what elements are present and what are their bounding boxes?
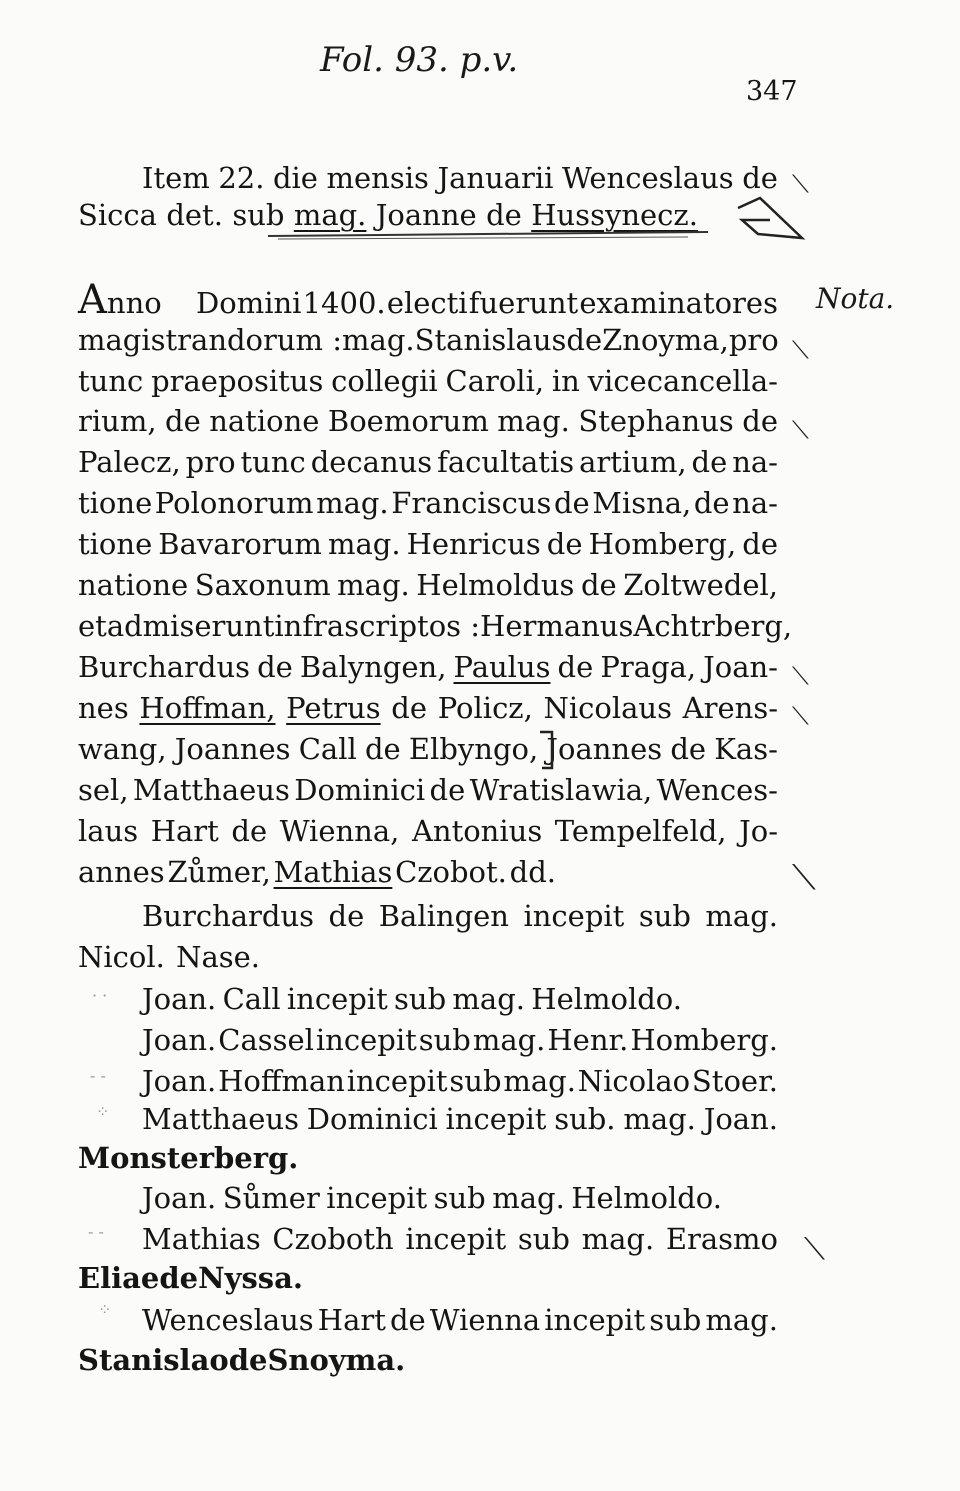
word: Caroli, <box>445 364 545 398</box>
word: Znoyma, <box>602 323 729 357</box>
hand-drawn-pointer-icon <box>730 190 810 250</box>
word: de <box>566 323 603 357</box>
margin-tick-mark: ⟍ <box>804 1232 825 1267</box>
text-line <box>78 649 778 685</box>
text-line <box>78 526 778 562</box>
word: Nyssa. <box>198 1261 304 1295</box>
margin-tick-mark: ⟍ <box>792 170 809 198</box>
word: det. <box>166 198 223 232</box>
word: de <box>557 650 594 684</box>
word: Achtrberg, <box>633 609 793 643</box>
word: sub <box>433 1181 486 1215</box>
word: Eliae <box>78 1261 160 1295</box>
word: de <box>693 486 730 520</box>
word: Matthaeus <box>132 773 290 807</box>
text-line <box>142 1022 778 1058</box>
word: Monsterberg. <box>78 1141 299 1175</box>
word: Hart <box>150 814 219 848</box>
word: mag. <box>342 323 415 357</box>
word: de <box>364 732 401 766</box>
word: collegii <box>331 364 438 398</box>
word: Joan. <box>142 982 217 1016</box>
word: artium, <box>579 445 687 479</box>
text-line <box>78 1342 406 1378</box>
word: Kas- <box>714 732 778 766</box>
word: Wienna <box>429 1303 541 1337</box>
word: wang, <box>78 732 167 766</box>
word: Burchardus <box>142 899 315 933</box>
word: sel, <box>78 773 129 807</box>
bracket-mark <box>536 728 556 772</box>
word: de <box>486 198 522 232</box>
word: rium, <box>78 404 157 438</box>
word: Jo- <box>739 814 778 848</box>
text-line <box>142 160 778 196</box>
handwritten-folio-note: Fol. 93. p.v. <box>320 40 519 80</box>
word: Hoffman <box>218 1064 345 1098</box>
word: de <box>742 161 778 195</box>
word: de <box>228 1343 268 1377</box>
word: na- <box>732 486 778 520</box>
word: de <box>257 650 293 684</box>
text-line <box>78 322 778 358</box>
word: nes <box>78 691 129 725</box>
word: pro <box>185 445 236 479</box>
word: sub <box>638 899 691 933</box>
word: Hoffman, <box>139 691 276 725</box>
word: fuerunt <box>468 286 579 320</box>
word: mag. <box>452 982 525 1016</box>
word: Call <box>298 732 357 766</box>
word: Petrus <box>286 691 381 725</box>
paper-speck: - - <box>90 1066 106 1085</box>
word: Palecz, <box>78 445 181 479</box>
text-line <box>142 1101 778 1137</box>
word: infra <box>274 609 345 643</box>
word: mag. <box>293 198 367 232</box>
word: pro <box>728 323 779 357</box>
word: incepit <box>315 1023 417 1057</box>
word: sub <box>449 1064 502 1098</box>
word: Arens- <box>682 691 778 725</box>
margin-tick-mark: ⟍ <box>792 858 816 898</box>
margin-tick-mark: ⟍ <box>792 416 809 444</box>
word: Franciscus <box>391 486 552 520</box>
word: decanus <box>310 445 433 479</box>
text-line <box>78 608 793 644</box>
word: natione <box>78 568 189 602</box>
word: Joan. <box>142 1181 217 1215</box>
text-line <box>142 1180 722 1216</box>
text-line <box>78 363 778 399</box>
word: de <box>742 404 778 438</box>
paper-speck: ⁘ <box>96 1102 110 1121</box>
word: mag. <box>492 1181 565 1215</box>
word: Policz, <box>437 691 533 725</box>
word: Domini <box>196 286 302 320</box>
word: tunc <box>78 364 144 398</box>
text-line <box>78 772 778 808</box>
word: Joannes <box>546 732 663 766</box>
word: Wenceslaus <box>561 161 734 195</box>
word: mensis <box>326 161 429 195</box>
word: de <box>546 527 583 561</box>
word: examinatores <box>579 286 778 320</box>
word: mag. <box>316 486 389 520</box>
word: incepit <box>326 1181 428 1215</box>
word: die <box>272 161 318 195</box>
word: de <box>742 527 778 561</box>
word: Sůmer <box>222 1181 320 1215</box>
drop-capital: Anno <box>78 277 162 323</box>
word: Januarii <box>437 161 554 195</box>
paper-speck: ⁘ <box>98 1300 112 1319</box>
word: Tempelfeld, <box>554 814 727 848</box>
word: incepit <box>544 1303 646 1337</box>
word: Nicolaus <box>543 691 672 725</box>
word: Nase. <box>176 940 260 974</box>
word: sub <box>418 1023 471 1057</box>
word: Wratislawia, <box>469 773 653 807</box>
word: Stanislaus <box>414 323 567 357</box>
text-line <box>78 939 260 975</box>
word: laus <box>78 814 139 848</box>
word: Cassel <box>218 1023 314 1057</box>
word: Stoer. <box>691 1064 778 1098</box>
word: Helmoldo. <box>571 1181 722 1215</box>
margin-tick-mark: ⟍ <box>792 702 809 730</box>
word: de <box>691 445 728 479</box>
word: tunc <box>240 445 306 479</box>
word: Zůmer, <box>167 855 271 889</box>
word: incepit <box>445 1102 547 1136</box>
word: mag. <box>337 568 410 602</box>
word: 22. <box>218 161 265 195</box>
word: Misna, <box>592 486 692 520</box>
word: dd. <box>509 855 556 889</box>
word: electi <box>386 286 468 320</box>
word: Henricus <box>406 527 541 561</box>
word: Boemorum <box>327 404 489 438</box>
word: Stephanus <box>578 404 734 438</box>
text-line <box>142 1302 778 1338</box>
text-line <box>142 1063 778 1099</box>
word: tione <box>78 486 153 520</box>
word: Joannes <box>174 732 291 766</box>
word: de <box>159 1261 199 1295</box>
word: magistrandorum : <box>78 323 343 357</box>
word: mag. <box>705 899 778 933</box>
word: Elbyngo, <box>408 732 539 766</box>
word: Homberg. <box>630 1023 778 1057</box>
word: mag. <box>328 527 401 561</box>
word: sub <box>517 1222 570 1256</box>
word: mag. <box>503 1064 576 1098</box>
word: tione <box>78 527 153 561</box>
word: Helmoldus <box>416 568 575 602</box>
word: Nicolao <box>577 1064 691 1098</box>
paper-speck: - - <box>88 1222 104 1241</box>
word: de <box>165 404 201 438</box>
word: incepit <box>286 982 388 1016</box>
word: na- <box>732 445 778 479</box>
word: Henr. <box>547 1023 629 1057</box>
word: Wences- <box>656 773 778 807</box>
word: Joan- <box>703 650 778 684</box>
word: Mathias <box>142 1222 261 1256</box>
word: de <box>553 486 590 520</box>
text-line <box>78 277 778 323</box>
word: in <box>551 364 580 398</box>
word: Hussynecz. <box>531 198 698 232</box>
word: mag. <box>623 1102 696 1136</box>
underline-rule <box>268 228 708 242</box>
text-line <box>142 898 778 934</box>
word: sub. <box>554 1102 616 1136</box>
word: sub <box>649 1303 702 1337</box>
word: Helmoldo. <box>531 982 682 1016</box>
word: Bavarorum <box>158 527 322 561</box>
word: natione <box>209 404 320 438</box>
word: praepositus <box>151 364 324 398</box>
text-line <box>142 1221 778 1257</box>
text-line <box>78 444 778 480</box>
word: scriptos : <box>344 609 481 643</box>
text-line <box>78 854 556 890</box>
word: de <box>389 1303 426 1337</box>
word: Hermanus <box>480 609 634 643</box>
word: de <box>391 691 428 725</box>
word: Erasmo <box>665 1222 778 1256</box>
word: Sicca <box>78 198 157 232</box>
word: mag. <box>472 1023 546 1057</box>
word: Matthaeus <box>142 1102 299 1136</box>
word: mag. <box>497 404 570 438</box>
word: Item <box>142 161 210 195</box>
word: Joan. <box>142 1023 217 1057</box>
text-line <box>78 731 778 767</box>
word: Snoyma. <box>267 1343 406 1377</box>
paper-speck: · · <box>92 986 108 1005</box>
text-line <box>78 1260 302 1296</box>
word: Call <box>222 982 281 1016</box>
word: Homberg, <box>588 527 737 561</box>
word: incepit <box>346 1064 448 1098</box>
word: Wienna, <box>279 814 400 848</box>
word: Joan. <box>142 1064 217 1098</box>
word: de <box>429 773 466 807</box>
word: de <box>670 732 707 766</box>
word: annes <box>78 855 165 889</box>
word: Czoboth <box>272 1222 394 1256</box>
text-line <box>78 690 778 726</box>
word: Dominici <box>294 773 426 807</box>
word: incepit <box>523 899 625 933</box>
text-line <box>78 485 778 521</box>
word: mag. <box>581 1222 655 1256</box>
margin-note-nota: Nota. <box>816 282 895 315</box>
margin-tick-mark: ⟍ <box>792 336 809 364</box>
word: Joan. <box>703 1102 778 1136</box>
word: Hart <box>317 1303 386 1337</box>
word: sub <box>232 198 285 232</box>
word: incepit <box>405 1222 507 1256</box>
word: admiserunt <box>106 609 275 643</box>
word: Joanne <box>375 198 477 232</box>
word: sub <box>394 982 447 1016</box>
text-line <box>78 813 778 849</box>
word: Dominici <box>306 1102 438 1136</box>
word: Mathias <box>273 855 393 889</box>
word: Praga, <box>600 650 697 684</box>
word: 1400. <box>302 286 386 320</box>
word: et <box>78 609 107 643</box>
word: mag. <box>705 1303 778 1337</box>
page-number: 347 <box>746 76 798 107</box>
word: Wenceslaus <box>142 1303 314 1337</box>
word: Nicol. <box>78 940 165 974</box>
word: Burchardus <box>78 650 251 684</box>
word: Balyngen, <box>299 650 447 684</box>
word: facultatis <box>437 445 575 479</box>
word: Antonius <box>411 814 543 848</box>
word: Stanislao <box>78 1343 229 1377</box>
word: Polonorum <box>154 486 314 520</box>
word: Paulus <box>453 650 551 684</box>
word: Balingen <box>378 899 509 933</box>
text-line <box>78 567 778 603</box>
text-line <box>78 403 778 439</box>
word: Zoltwedel, <box>623 568 778 602</box>
word: de <box>231 814 268 848</box>
word: Saxonum <box>194 568 331 602</box>
text-line <box>78 1140 299 1176</box>
margin-tick-mark: ⟍ <box>792 662 809 690</box>
word: de <box>328 899 365 933</box>
text-line <box>142 981 682 1017</box>
word: vicecancella- <box>587 364 778 398</box>
word: Czobot. <box>395 855 507 889</box>
word: de <box>580 568 617 602</box>
